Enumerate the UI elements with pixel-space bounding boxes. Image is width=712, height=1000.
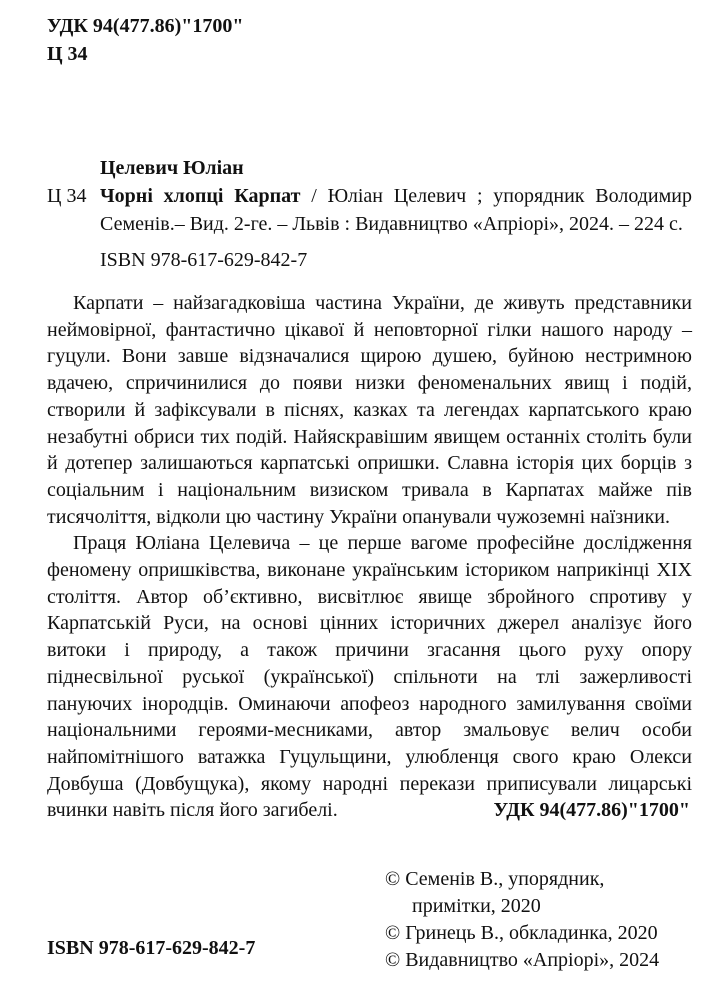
udk-code: УДК 94(477.86)"1700" [47, 15, 244, 37]
bibliographic-description [100, 182, 692, 238]
footer-udk-code: УДК 94(477.86)"1700" [493, 799, 690, 821]
author-heading: Целевич Юліан [100, 157, 244, 179]
author-cipher: Ц 34 [47, 43, 88, 65]
book-title: Чорні хлопці Карпат [100, 185, 301, 207]
annotation-paragraph: Праця Юліана Целевича – це перше вагоме професійне дослідження феномену опришківства, виконане українським істориком наприкінці XIX століття. Автор об’єктивно, висвітлює явище збройного спротиву у Карпатській Руси, на основі цінних історичних джерел аналізує його витоки і природу, а також причини згасання цього руху опору піднесвільної руської (української) спільноти на тлі зажерливості пануючих інородців. Оминаючи апофеоз народного замилування своїми національними героями-месниками, автор змальовує велич особи найпомітнішого ватажка Гуцульщини, улюбленця свого краю Олекси Довбуша (Довбущука), якому народні перекази приписували лицарські вчинки навіть після його загибелі. [47, 532, 692, 822]
publication-details: / Юліан Целевич ; упорядник Володимир Семенів.– Вид. 2-ге. – Львів : Видавництво «Апріорі», 2024. – 224 с. [100, 185, 692, 235]
footer-isbn: ISBN 978-617-629-842-7 [47, 937, 256, 959]
copyright-compiler-cont: примітки, 2020 [412, 895, 541, 917]
annotation [47, 290, 692, 824]
annotation-paragraph: Карпати – найзагадковіша частина України, де живуть представники неймовірної, фантастично цікавої й неповторної гілки нашого народу – гуцули. Вони завше відзначалися щирою душею, буйною нестримною вдачею, спричинилися до появи низки феноменальних явищ і подій, створили й зафіксували в піснях, казках та легендах карпатського краю незабутні обриси тих подій. Найяскравішим явищем останніх століть були й дотепер залишаються карпатські опришки. Славна історія цих борців з соціальним і національним визиском тривала в Карпатах майже пів тисячоліття, відколи цю частину України опанували чужоземні наїзники. [47, 292, 692, 528]
copyright-publisher: © Видавництво «Апріорі», 2024 [385, 949, 660, 971]
copyright-cover: © Гринець В., обкладинка, 2020 [385, 922, 658, 944]
copyright-compiler: © Семенів В., упорядник, [385, 868, 605, 890]
entry-isbn: ISBN 978-617-629-842-7 [100, 249, 308, 271]
entry-cipher: Ц 34 [47, 185, 87, 207]
copyright-block [385, 866, 705, 974]
